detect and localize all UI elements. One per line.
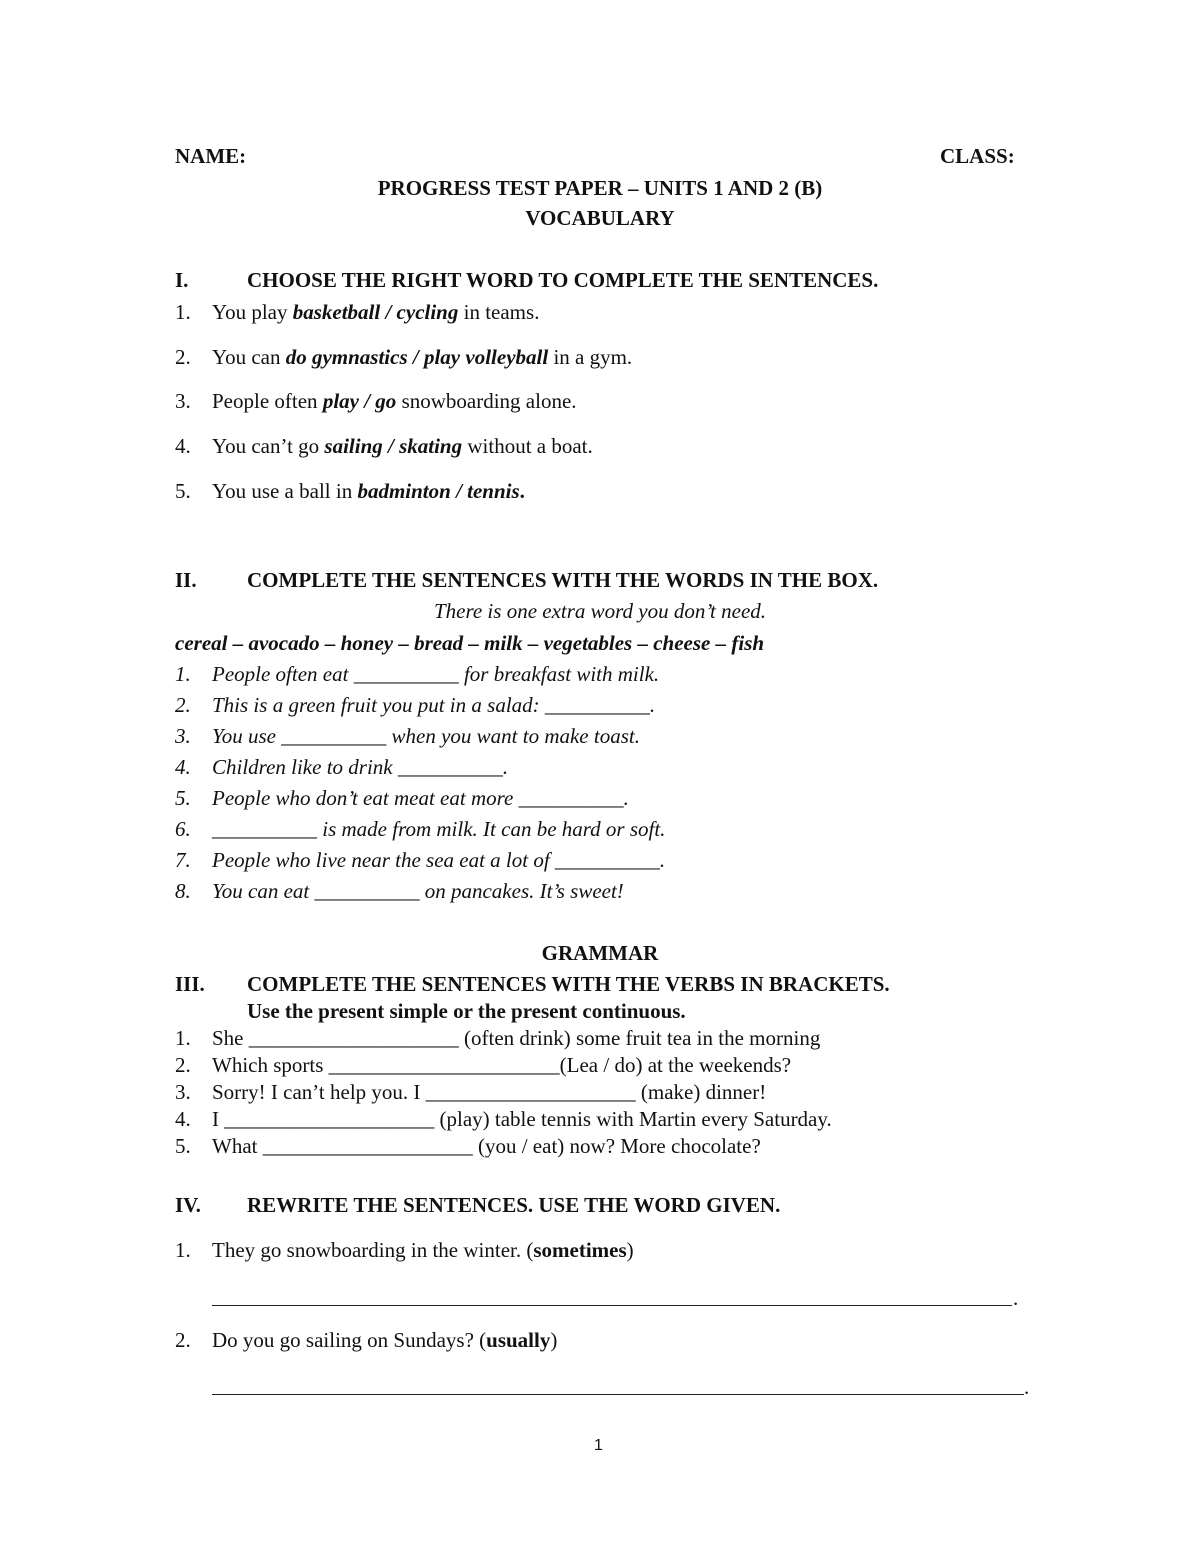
choice: basketball / cycling [292, 300, 459, 324]
s4-item-2: Do you go sailing on Sundays? (usually) [212, 1328, 558, 1352]
s1-item-5-num: 5. [175, 479, 191, 503]
choice: sailing / skating [324, 434, 463, 458]
s3-item-3-num: 3. [175, 1080, 191, 1104]
s2-item-8-num: 8. [175, 879, 191, 903]
section-3-subheading: Use the present simple or the present continuous. [247, 999, 686, 1023]
answer-line-2[interactable] [212, 1394, 1024, 1395]
s1-item-4: You can’t go sailing / skating without a boat. [212, 434, 593, 458]
choice: badminton / tennis [357, 479, 520, 503]
given-word: usually [486, 1328, 551, 1352]
s1-item-3: People often play / go snowboarding alone. [212, 389, 577, 413]
s1-item-4-num: 4. [175, 434, 191, 458]
s1-item-2: You can do gymnastics / play volleyball in a gym. [212, 345, 633, 369]
grammar-title: GRAMMAR [541, 941, 659, 965]
s1-item-2-num: 2. [175, 345, 191, 369]
s1-item-1-num: 1. [175, 300, 191, 324]
s2-item-2-num: 2. [175, 693, 191, 717]
section-4-numeral: IV. [175, 1193, 201, 1217]
s2-item-6-num: 6. [175, 817, 191, 841]
s2-item-5: People who don’t eat meat eat more __________. [212, 786, 629, 810]
vocabulary-title: VOCABULARY [525, 206, 675, 230]
s3-item-4-num: 4. [175, 1107, 191, 1131]
s3-item-3: Sorry! I can’t help you. I ____________________ (make) dinner! [212, 1080, 767, 1104]
section-3-heading: COMPLETE THE SENTENCES WITH THE VERBS IN BRACKETS. [247, 972, 890, 996]
s2-item-6: __________ is made from milk. It can be hard or soft. [212, 817, 666, 841]
section-3-numeral: III. [175, 972, 205, 996]
s3-item-5-num: 5. [175, 1134, 191, 1158]
s3-item-1: She ____________________ (often drink) some fruit tea in the morning [212, 1026, 821, 1050]
section-2-note: There is one extra word you don’t need. [433, 599, 767, 623]
s2-item-7: People who live near the sea eat a lot of __________. [212, 848, 666, 872]
given-word: sometimes [533, 1238, 627, 1262]
name-label: NAME: [175, 144, 247, 168]
s1-item-5: You use a ball in badminton / tennis. [212, 479, 525, 503]
page-number: 1 [594, 1437, 603, 1454]
s2-item-5-num: 5. [175, 786, 191, 810]
s3-item-1-num: 1. [175, 1026, 191, 1050]
s3-item-4: I ____________________ (play) table tennis with Martin every Saturday. [212, 1107, 832, 1131]
choice: do gymnastics / play volleyball [285, 345, 549, 369]
answer-line-2-period: . [1024, 1375, 1030, 1399]
answer-line-1[interactable] [212, 1305, 1012, 1306]
s2-item-8: You can eat __________ on pancakes. It’s sweet! [212, 879, 624, 903]
class-label: CLASS: [940, 144, 1015, 168]
s2-item-7-num: 7. [175, 848, 191, 872]
s2-item-2: This is a green fruit you put in a salad: __________. [212, 693, 656, 717]
s3-item-2-num: 2. [175, 1053, 191, 1077]
s2-item-3-num: 3. [175, 724, 191, 748]
s2-item-1: People often eat __________ for breakfast with milk. [212, 662, 660, 686]
section-2-numeral: II. [175, 568, 197, 592]
s2-item-1-num: 1. [175, 662, 191, 686]
s2-item-3: You use __________ when you want to make toast. [212, 724, 640, 748]
s3-item-2: Which sports ______________________(Lea / do) at the weekends? [212, 1053, 792, 1077]
section-2-heading: COMPLETE THE SENTENCES WITH THE WORDS IN THE BOX. [247, 568, 879, 592]
s3-item-5: What ____________________ (you / eat) now? More chocolate? [212, 1134, 761, 1158]
s4-item-1-num: 1. [175, 1238, 191, 1262]
section-1-numeral: I. [175, 268, 189, 292]
s4-item-2-num: 2. [175, 1328, 191, 1352]
s2-item-4: Children like to drink __________. [212, 755, 509, 779]
answer-line-1-period: . [1013, 1286, 1019, 1310]
section-4-heading: REWRITE THE SENTENCES. USE THE WORD GIVEN. [247, 1193, 781, 1217]
word-box: cereal – avocado – honey – bread – milk – vegetables – cheese – fish [175, 631, 765, 655]
s4-item-1: They go snowboarding in the winter. (sometimes) [212, 1238, 634, 1262]
s2-item-4-num: 4. [175, 755, 191, 779]
page-title: PROGRESS TEST PAPER – UNITS 1 AND 2 (B) [377, 176, 823, 200]
s1-item-3-num: 3. [175, 389, 191, 413]
choice: play / go [322, 389, 397, 413]
section-1-heading: CHOOSE THE RIGHT WORD TO COMPLETE THE SENTENCES. [247, 268, 879, 292]
s1-item-1: You play basketball / cycling in teams. [212, 300, 540, 324]
